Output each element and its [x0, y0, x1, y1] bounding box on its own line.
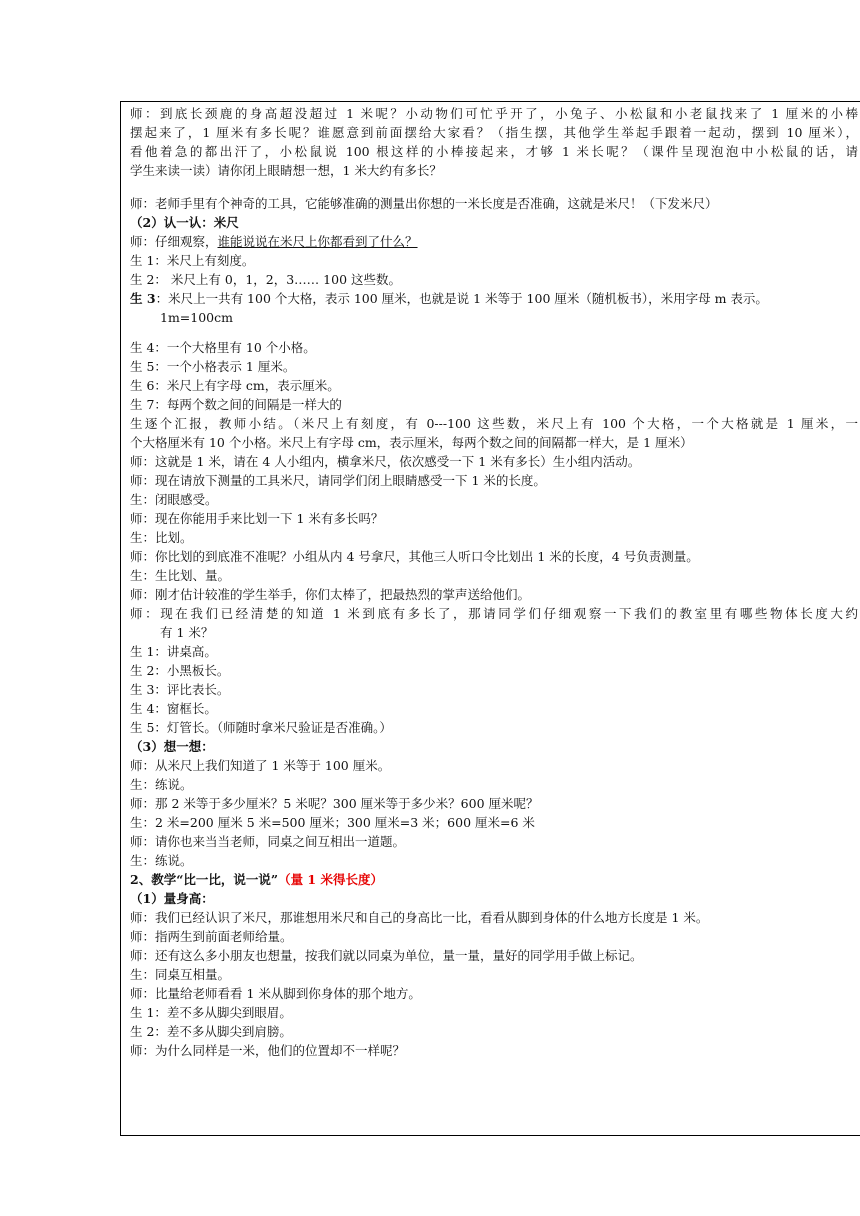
- text-line: 生 5：灯管长。（师随时拿米尺验证是否准确。）: [130, 720, 392, 735]
- text-line: 生 2： 米尺上有 0，1，2，3…… 100 这些数。: [130, 272, 401, 287]
- text-line: 学生来读一读）请你闭上眼睛想一想，1 米大约有多长？: [130, 163, 442, 178]
- text-line: 生 2：小黑板长。: [130, 663, 230, 678]
- text-line: 师：从米尺上我们知道了 1 米等于 100 厘米。: [130, 758, 391, 773]
- text-line: 生 5：一个小格表示 1 厘米。: [130, 359, 296, 374]
- text-line: 师：老师手里有个神奇的工具，它能够准确的测量出你想的一米长度是否准确，这就是米尺！（下发米尺）: [130, 196, 718, 211]
- underlined-question: 谁能说说在米尺上你都看到了什么？: [217, 234, 418, 249]
- text-line: 生：2 米=200 厘米 5 米=500 厘米；300 厘米=3 米；600 厘米=6 米: [130, 815, 535, 830]
- text-line: 生：练说。: [130, 777, 193, 792]
- text-line: 生 1：讲桌高。: [130, 644, 217, 659]
- text-line: 生逐个汇报，教师小结。（米尺上有刻度，有 0---100 这些数，米尺上有 100 个大格，一个大格就是 1 厘米，一: [130, 416, 858, 431]
- text-line: 生 4：一个大格里有 10 个小格。: [130, 340, 316, 355]
- text-line: 生 6：米尺上有字母 cm，表示厘米。: [130, 378, 340, 393]
- text-line: 生 3：评比表长。: [130, 682, 230, 697]
- text-line: 生 1：米尺上有刻度。: [130, 253, 255, 268]
- text-line: 看他着急的都出汗了，小松鼠说 100 根这样的小棒接起来，才够 1 米长呢？（课件呈现泡泡中小松鼠的话，请: [130, 144, 858, 159]
- text-line: 生：生比划、量。: [130, 568, 231, 583]
- text-line: 师：指两生到前面老师给量。: [130, 929, 293, 944]
- text-line: 师：为什么同样是一米，他们的位置却不一样呢？: [130, 1043, 406, 1058]
- text-line: 师：我们已经认识了米尺，那谁想用米尺和自己的身高比一比，看看从脚到身体的什么地方长度是 1 米。: [130, 910, 709, 925]
- section-heading: （2）认一认：米尺: [130, 215, 239, 230]
- text-line: 师：到底长颈鹿的身高超没超过 1 米呢？小动物们可忙乎开了，小兔子、小松鼠和小老鼠找来了 1 厘米的小棒: [130, 106, 858, 121]
- text-line: 生 1：差不多从脚尖到眼眉。: [130, 1005, 292, 1020]
- text-line: 生：同桌互相量。: [130, 967, 231, 982]
- text-line: 生 3：米尺上一共有 100 个大格，表示 100 厘米，也就是说 1 米等于 100 厘米（随机板书），米用字母 m 表示。: [130, 291, 768, 306]
- text-line: 有 1 米？: [160, 625, 214, 640]
- text-line: 摆起来了，1 厘米有多长呢？谁愿意到前面摆给大家看？（指生摆，其他学生举起手跟着一起动，摆到 10 厘米），: [130, 125, 858, 140]
- text-line: 1m=100cm: [160, 310, 233, 325]
- text-line: 师：比量给老师看看 1 米从脚到你身体的那个地方。: [130, 986, 421, 1001]
- section-heading: （1）量身高：: [130, 891, 214, 906]
- text-line: 生：闭眼感受。: [130, 492, 218, 507]
- text-line: 师：那 2 米等于多少厘米？5 米呢？300 厘米等于多少米？600 厘米呢？: [130, 796, 539, 811]
- text-line: 生 4：窗框长。: [130, 701, 217, 716]
- text-line: 生：比划。: [130, 530, 193, 545]
- text-line: 生：练说。: [130, 853, 193, 868]
- section-heading: （3）想一想：: [130, 739, 214, 754]
- text-line: 生 7：每两个数之间的间隔是一样大的: [130, 397, 342, 412]
- text-line: 师：还有这么多小朋友也想量，按我们就以同桌为单位，量一量，量好的同学用手做上标记。: [130, 948, 643, 963]
- text-line: 师：现在我们已经清楚的知道 1 米到底有多长了，那请同学们仔细观察一下我们的教室里有哪些物体长度大约: [130, 606, 858, 621]
- text-line: 师：你比划的到底准不准呢？小组从内 4 号拿尺，其他三人听口令比划出 1 米的长度，4 号负责测量。: [130, 549, 699, 564]
- text-line: 师：现在你能用手来比划一下 1 米有多长吗？: [130, 511, 384, 526]
- text-line: 师：刚才估计较准的学生举手，你们太棒了，把最热烈的掌声送给他们。: [130, 587, 531, 602]
- text-line: 生 2：差不多从脚尖到肩膀。: [130, 1024, 292, 1039]
- lesson-text: [130, 104, 858, 1060]
- section-heading: 2、教学“比一比，说一说”（量 1 米得长度）: [130, 872, 383, 887]
- highlight-red: （量 1 米得长度）: [278, 872, 383, 887]
- text-line: 师：现在请放下测量的工具米尺，请同学们闭上眼睛感受一下 1 米的长度。: [130, 473, 546, 488]
- text-line: 个大格厘米有 10 个小格。米尺上有字母 cm，表示厘米，每两个数之间的间隔都一样大，是 1 厘米）: [130, 435, 693, 450]
- text-line: 师：仔细观察，谁能说说在米尺上你都看到了什么？: [130, 234, 418, 249]
- text-line: 师：这就是 1 米，请在 4 人小组内，横拿米尺，依次感受一下 1 米有多长）生小组内活动。: [130, 454, 641, 469]
- text-line: 师：请你也来当当老师，同桌之间互相出一道题。: [130, 834, 406, 849]
